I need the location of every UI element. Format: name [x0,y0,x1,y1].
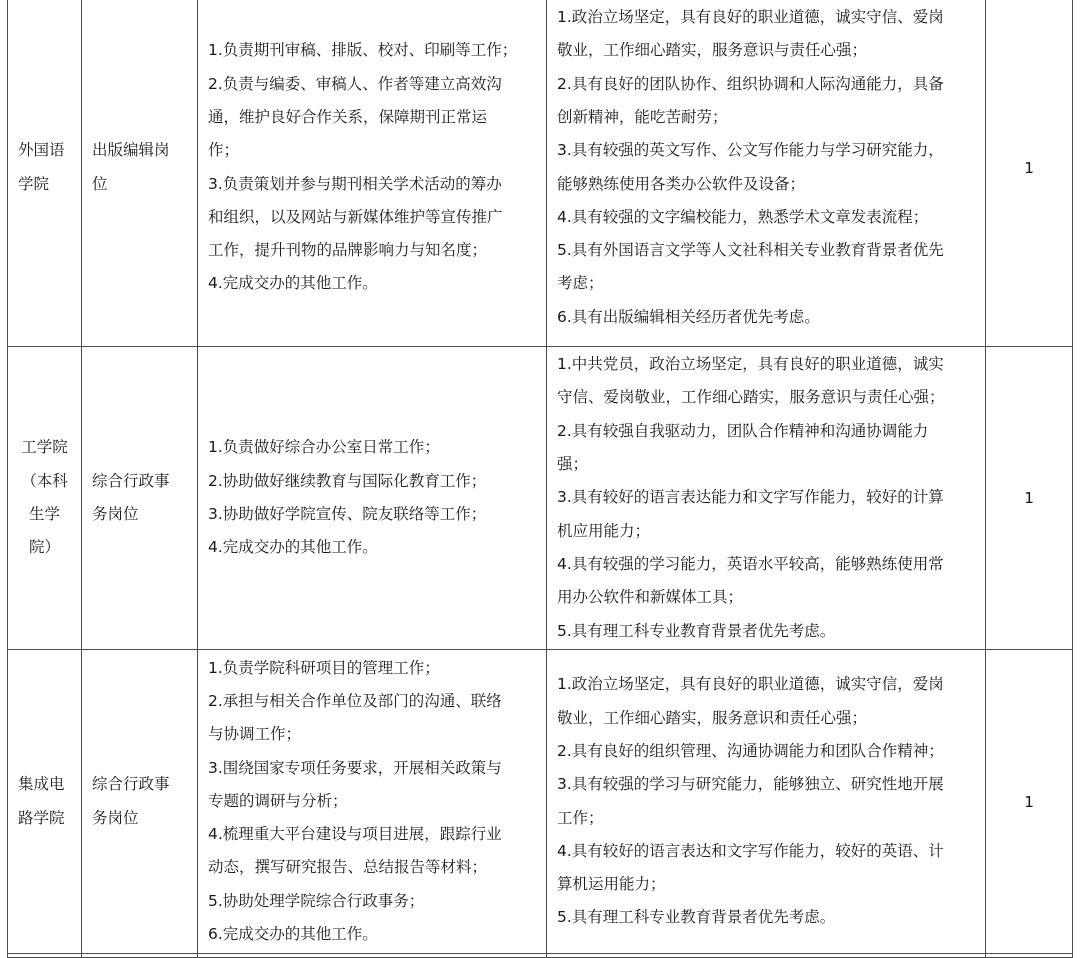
unit-line: 学院 [18,174,50,193]
requirements-line: 5.具有理工科专业教育背景者优先考虑。 [557,908,836,927]
empty-cell [547,954,986,958]
duties-line: 1.负责做好综合办公室日常工作； [208,438,440,457]
unit-cell [8,347,82,650]
unit-line: 路学院 [18,808,65,827]
duties-line: 与协调工作； [208,725,302,744]
requirements-line: 2.具有良好的组织管理、沟通协调能力和团队合作精神； [557,741,944,760]
requirements-line: 6.具有出版编辑相关经历者优先考虑。 [557,307,820,326]
duties-line: 6.完成交办的其他工作。 [208,925,378,944]
duties-line: 3.协助做好学院宣传、院友联络等工作； [208,505,487,523]
requirements-line: 创新精神，能吃苦耐劳； [557,107,728,126]
requirements-line: 5.具有理工科专业教育背景者优先考虑。 [557,621,836,640]
positions-table [7,0,1073,958]
position-cell [82,0,198,347]
duties-line: 动态，撰写研究报告、总结报告等材料； [208,858,488,877]
empty-cell [82,954,198,958]
unit-line: 工学院 [21,438,68,457]
headcount: 1 [1024,158,1034,177]
duties-line: 通，维护良好合作关系，保障期刊正常运 [208,107,488,126]
requirements-line: 强； [557,455,589,474]
duties-line: 5.协助处理学院综合行政事务； [208,891,425,910]
duties-line: 2.负责与编委、审稿人、作者等建立高效沟 [208,74,502,93]
position-line: 出版编辑岗 [92,141,170,160]
requirements-line: 2.具有良好的团队协作、组织协调和人际沟通能力，具备 [557,74,944,93]
duties-line: 4.完成交办的其他工作。 [208,538,378,557]
requirements-line: 5.具有外国语言文学等人文社科相关专业教育背景者优先 [557,241,944,260]
requirements-line: 算机运用能力； [557,875,666,894]
table-row [8,347,1073,650]
position-cell [82,347,198,650]
duties-line: 2.协助做好继续教育与国际化教育工作； [208,471,487,490]
position-cell [82,650,198,954]
position-line: 务岗位 [92,808,139,827]
duties-line: 2.承担与相关合作单位及部门的沟通、联络 [208,691,502,710]
unit-cell [8,0,82,347]
requirements-line: 考虑； [557,274,604,293]
requirements-cell [547,0,986,347]
duties-line: 4.梳理重大平台建设与项目进展，跟踪行业 [208,825,502,844]
requirements-line: 用办公软件和新媒体工具； [557,588,744,607]
requirements-line: 能够熟练使用各类办公软件及设备； [557,174,806,193]
table-row-partial [8,954,1073,958]
duties-line: 专题的调研与分析； [208,791,348,810]
requirements-line: 3.具有较强的英文写作、公文写作能力与学习研究能力， [557,141,944,160]
count-cell [986,347,1073,650]
requirements-line: 4.具有较好的语言表达和文字写作能力，较好的英语、计 [557,841,944,860]
requirements-line: 3.具有较强的学习与研究能力，能够独立、研究性地开展 [557,775,944,794]
unit-line: （本科 [21,471,68,490]
requirements-line: 1.中共党员，政治立场坚定，具有良好的职业道德，诚实 [557,355,944,374]
position-line: 综合行政事 [92,471,170,490]
duties-line: 作； [208,141,240,160]
duties-cell [198,0,547,347]
requirements-line: 2.具有较强自我驱动力，团队合作精神和沟通协调能力 [557,421,929,440]
duties-line: 1.负责学院科研项目的管理工作； [208,658,440,677]
table-row [8,650,1073,954]
requirements-cell [547,347,986,650]
headcount: 1 [1024,489,1034,507]
position-line: 务岗位 [92,505,139,523]
duties-line: 3.负责策划并参与期刊相关学术活动的筹办 [208,174,502,193]
duties-line: 1.负责期刊审稿、排版、校对、印刷等工作； [208,41,518,60]
empty-cell [986,954,1073,958]
unit-line: 院） [28,538,60,557]
duties-cell [198,650,547,954]
requirements-line: 1.政治立场坚定，具有良好的职业道德，诚实守信，爱岗 [557,675,944,694]
requirements-line: 4.具有较强的学习能力，英语水平较高，能够熟练使用常 [557,554,944,573]
unit-cell [8,650,82,954]
requirements-line: 工作； [557,808,604,827]
empty-cell [8,954,82,958]
duties-line: 4.完成交办的其他工作。 [208,274,378,293]
requirements-line: 1.政治立场坚定，具有良好的职业道德，诚实守信、爱岗 [557,8,944,27]
duties-line: 3.围绕国家专项任务要求，开展相关政策与 [208,758,502,777]
position-line: 综合行政事 [92,775,170,794]
requirements-cell [547,650,986,954]
requirements-line: 机应用能力； [557,521,651,540]
duties-line: 工作，提升刊物的品牌影响力与知名度； [208,241,488,260]
headcount: 1 [1024,792,1034,811]
unit-line: 外国语 [18,141,65,160]
empty-cell [198,954,547,958]
table-row [8,0,1073,347]
requirements-line: 3.具有较好的语言表达能力和文字写作能力，较好的计算 [557,488,944,507]
duties-cell [198,347,547,650]
count-cell [986,0,1073,347]
count-cell [986,650,1073,954]
duties-line: 和组织，以及网站与新媒体维护等宣传推广 [208,207,503,226]
position-line: 位 [92,174,108,193]
requirements-line: 敬业，工作细心踏实，服务意识与责任心强； [557,41,868,60]
unit-line: 生学 [28,505,60,523]
requirements-line: 守信、爱岗敬业，工作细心踏实，服务意识与责任心强； [557,388,945,407]
unit-line: 集成电 [18,775,65,794]
requirements-line: 敬业，工作细心踏实，服务意识和责任心强； [557,708,868,727]
requirements-line: 4.具有较强的文字编校能力，熟悉学术文章发表流程； [557,207,929,226]
